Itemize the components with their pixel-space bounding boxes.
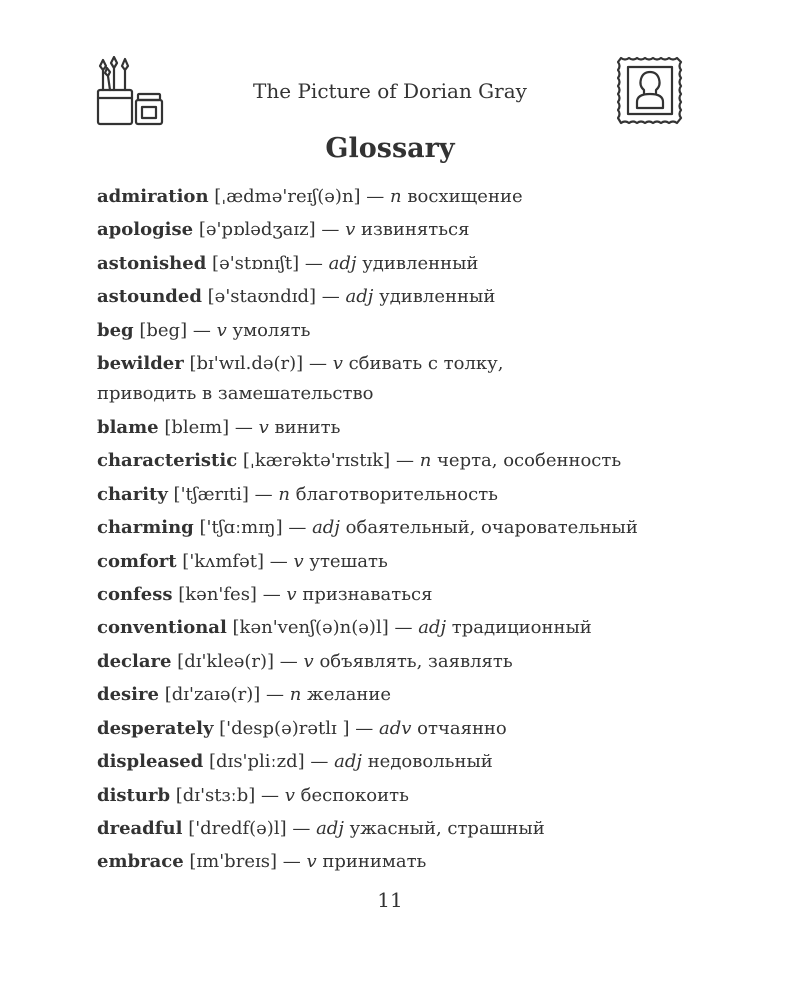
glossary-entry bbox=[97, 678, 717, 711]
entry-dash: — bbox=[279, 650, 298, 672]
entry-pos: v bbox=[345, 219, 356, 241]
glossary-entry bbox=[97, 645, 717, 678]
entry-dash: — bbox=[269, 550, 288, 572]
entry-definition: умолять bbox=[232, 319, 311, 341]
entry-dash: — bbox=[282, 851, 301, 873]
entry-dash: — bbox=[394, 617, 413, 639]
glossary-entry bbox=[97, 411, 717, 444]
entry-dash: — bbox=[310, 751, 329, 773]
glossary-entry bbox=[97, 213, 717, 246]
entry-dash: — bbox=[308, 353, 327, 375]
glossary-entry bbox=[97, 314, 717, 347]
glossary-entry bbox=[97, 247, 717, 280]
entry-pronunciation: [ˌkærəktə'rɪstɪk] bbox=[242, 450, 391, 472]
entry-word: characteristic bbox=[97, 450, 238, 472]
entry-pronunciation: [dɪ'kleə(r)] bbox=[177, 650, 275, 672]
entry-definition: удивленный bbox=[379, 286, 496, 308]
glossary-entry bbox=[97, 545, 717, 578]
entry-definition: желание bbox=[307, 684, 392, 706]
entry-word: bewilder bbox=[97, 353, 184, 375]
glossary-entry bbox=[97, 180, 717, 213]
entry-pos: v bbox=[306, 851, 317, 873]
entry-word: desire bbox=[97, 684, 159, 706]
entry-word: disturb bbox=[97, 784, 171, 806]
entry-pos: v bbox=[332, 353, 343, 375]
entry-pos: adj bbox=[312, 517, 340, 539]
glossary-entry bbox=[97, 511, 717, 544]
glossary-list bbox=[97, 180, 717, 879]
entry-pos: adj bbox=[328, 252, 357, 274]
entry-definition: объявлять, заявлять bbox=[319, 650, 513, 672]
entry-pos: adj bbox=[418, 617, 447, 639]
glossary-entry bbox=[97, 812, 717, 845]
entry-definition: принимать bbox=[322, 851, 427, 873]
entry-word: blame bbox=[97, 417, 159, 439]
entry-dash: — bbox=[265, 684, 284, 706]
entry-pronunciation: ['kʌmfət] bbox=[182, 550, 264, 572]
entry-dash: — bbox=[192, 319, 211, 341]
entry-word: apologise bbox=[97, 219, 194, 241]
entry-pos: v bbox=[216, 319, 227, 341]
entry-pronunciation: [ɪm'breɪs] bbox=[189, 851, 277, 873]
entry-pos: n bbox=[419, 450, 432, 472]
entry-word: displeased bbox=[97, 751, 204, 773]
entry-definition: обаятельный, очаровательный bbox=[345, 517, 638, 539]
entry-pronunciation: ['dredf(ə)l] bbox=[188, 817, 287, 839]
entry-dash: — bbox=[261, 784, 279, 806]
glossary-entry bbox=[97, 478, 717, 511]
entry-definition: традиционный bbox=[451, 617, 592, 639]
entry-definition: отчаянно bbox=[417, 717, 507, 739]
entry-word: charity bbox=[97, 483, 168, 505]
glossary-entry bbox=[97, 578, 717, 611]
entry-word: beg bbox=[97, 319, 134, 341]
entry-pos: v bbox=[286, 584, 297, 606]
entry-dash: — bbox=[292, 817, 311, 839]
entry-pronunciation: [dɪ'zaɪə(r)] bbox=[164, 684, 261, 706]
entry-dash: — bbox=[321, 219, 340, 241]
entry-word: conventional bbox=[97, 617, 227, 639]
glossary-entry bbox=[97, 745, 717, 778]
entry-pronunciation: [ˌædmə'reɪʃ(ə)n] bbox=[214, 186, 361, 207]
entry-pos: v bbox=[258, 417, 269, 439]
entry-dash: — bbox=[321, 286, 340, 308]
glossary-entry bbox=[97, 280, 717, 313]
entry-pronunciation: [beg] bbox=[139, 319, 188, 341]
entry-pos: adj bbox=[345, 286, 374, 308]
entry-pos: adv bbox=[378, 717, 412, 739]
entry-dash: — bbox=[288, 517, 307, 539]
framed-portrait-icon bbox=[617, 56, 685, 126]
entry-definition: восхищение bbox=[407, 186, 523, 207]
entry-pronunciation: [ə'staʊndɪd] bbox=[207, 286, 317, 308]
entry-definition: недовольный bbox=[367, 751, 493, 773]
entry-dash: — bbox=[234, 417, 253, 439]
entry-dash: — bbox=[304, 252, 323, 274]
entry-pronunciation: ['desp(ə)rətlɪ ] bbox=[219, 717, 350, 739]
entry-dash: — bbox=[366, 186, 385, 207]
entry-pos: v bbox=[303, 650, 314, 672]
entry-pronunciation: [bleɪm] bbox=[164, 417, 230, 439]
entry-pronunciation: [ə'stɒnɪʃt] bbox=[212, 252, 300, 274]
entry-pronunciation: [dɪs'pliːzd] bbox=[209, 751, 305, 773]
entry-pronunciation: [dɪ'stɜːb] bbox=[175, 784, 256, 806]
entry-pos: n bbox=[390, 186, 402, 207]
entry-word: astounded bbox=[97, 286, 202, 308]
entry-definition: признаваться bbox=[302, 584, 433, 606]
glossary-entry bbox=[97, 845, 717, 878]
entry-pos: v bbox=[284, 784, 295, 806]
entry-definition: сбивать с толку, приводить в замешательство bbox=[97, 353, 504, 405]
entry-word: declare bbox=[97, 650, 172, 672]
entry-pos: v bbox=[293, 550, 304, 572]
entry-word: astonished bbox=[97, 252, 207, 274]
paintbrushes-jar-icon bbox=[95, 56, 165, 126]
entry-word: admiration bbox=[97, 186, 209, 207]
glossary-entry bbox=[97, 444, 717, 477]
glossary-entry bbox=[97, 347, 517, 411]
entry-pos: adj bbox=[316, 817, 344, 839]
entry-definition: благотворительность bbox=[295, 483, 498, 505]
entry-pronunciation: [kən'venʃ(ə)n(ə)l] bbox=[232, 617, 389, 639]
entry-word: charming bbox=[97, 517, 194, 539]
entry-pos: adj bbox=[334, 751, 362, 773]
glossary-entry bbox=[97, 712, 717, 745]
page-header bbox=[95, 52, 685, 128]
entry-definition: извиняться bbox=[360, 219, 470, 241]
entry-dash: — bbox=[395, 450, 414, 472]
entry-word: embrace bbox=[97, 851, 184, 873]
entry-dash: — bbox=[254, 483, 273, 505]
entry-definition: утешать bbox=[309, 550, 388, 572]
entry-pos: n bbox=[289, 684, 302, 706]
entry-word: comfort bbox=[97, 550, 177, 572]
page-number: 11 bbox=[377, 888, 403, 912]
entry-definition: ужасный, страшный bbox=[349, 817, 545, 839]
entry-pronunciation: [bɪ'wɪl.də(r)] bbox=[189, 353, 304, 375]
entry-definition: винить bbox=[274, 417, 341, 439]
entry-word: dreadful bbox=[97, 817, 183, 839]
entry-word: confess bbox=[97, 584, 173, 606]
entry-dash: — bbox=[355, 717, 374, 739]
entry-pronunciation: [ə'pɒlədʒaɪz] bbox=[198, 219, 316, 241]
glossary-entry bbox=[97, 779, 717, 812]
entry-definition: черта, особенность bbox=[437, 450, 622, 472]
entry-dash: — bbox=[262, 584, 281, 606]
glossary-title: Glossary bbox=[325, 133, 455, 164]
entry-pronunciation: ['tʃɑːmɪŋ] bbox=[199, 517, 283, 539]
entry-definition: удивленный bbox=[362, 252, 479, 274]
entry-pronunciation: ['tʃærɪti] bbox=[173, 483, 249, 505]
entry-pronunciation: [kən'fes] bbox=[178, 584, 257, 606]
glossary-entry bbox=[97, 611, 717, 644]
book-title: The Picture of Dorian Gray bbox=[253, 79, 527, 103]
entry-word: desperately bbox=[97, 717, 214, 739]
entry-definition: беспокоить bbox=[300, 784, 409, 806]
entry-pos: n bbox=[278, 483, 290, 505]
